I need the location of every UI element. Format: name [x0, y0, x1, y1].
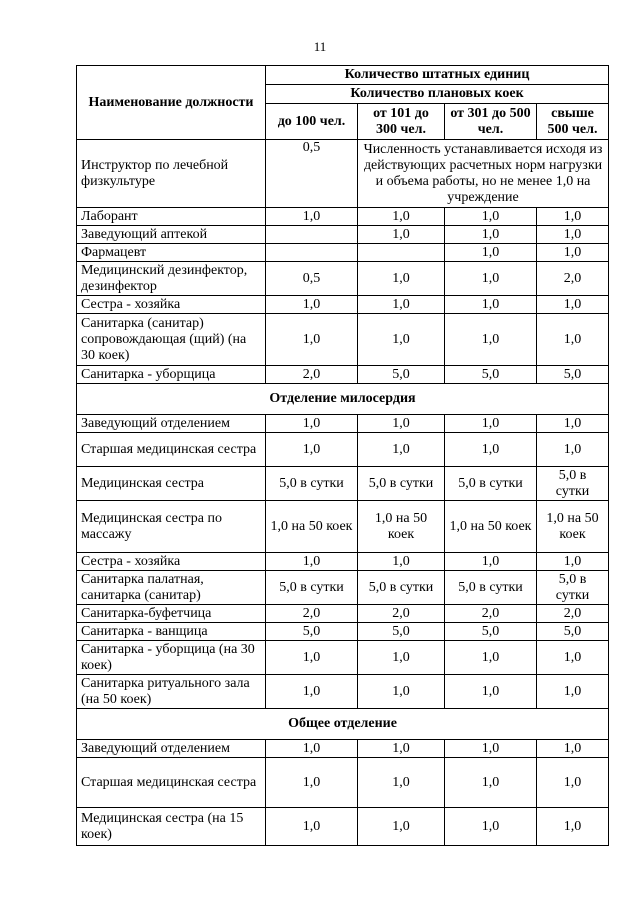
table-row	[77, 675, 609, 709]
table-row	[77, 415, 609, 433]
cell-value: 1,0	[537, 296, 609, 314]
cell-value: 1,0	[445, 244, 537, 262]
cell-value: 1,0	[445, 675, 537, 709]
cell-value: 1,0	[358, 226, 445, 244]
position-name: Заведующий отделением	[77, 740, 266, 758]
position-name: Санитарка - ванщица	[77, 623, 266, 641]
cell-value: 1,0	[358, 758, 445, 808]
cell-value: 1,0	[358, 641, 445, 675]
cell-value: 5,0 в сутки	[266, 571, 358, 605]
cell-value: 1,0	[537, 208, 609, 226]
cell-value: 1,0	[537, 314, 609, 366]
header-group-top: Количество штатных единиц	[266, 66, 609, 85]
cell-value: 1,0	[266, 808, 358, 846]
cell-value: 1,0	[537, 808, 609, 846]
cell-value: 1,0	[445, 262, 537, 296]
cell-value: 1,0	[445, 314, 537, 366]
cell-value: 1,0	[266, 740, 358, 758]
cell-value: 1,0	[537, 740, 609, 758]
position-name: Медицинский дезинфектор, дезинфектор	[77, 262, 266, 296]
table-row	[77, 208, 609, 226]
cell-value: 1,0	[537, 226, 609, 244]
cell-value: 1,0	[445, 740, 537, 758]
cell-value: 1,0	[266, 415, 358, 433]
position-name: Сестра - хозяйка	[77, 296, 266, 314]
cell-value: 1,0	[358, 808, 445, 846]
cell-value: 0,5	[266, 140, 358, 208]
table-row	[77, 501, 609, 553]
header-group-sub: Количество плановых коек	[266, 85, 609, 104]
cell-value: 1,0	[445, 641, 537, 675]
cell-value: 1,0	[266, 208, 358, 226]
cell-value: 1,0	[358, 675, 445, 709]
cell-value: 1,0	[266, 675, 358, 709]
cell-value: 2,0	[358, 605, 445, 623]
cell-value: 1,0	[445, 553, 537, 571]
table-row	[77, 808, 609, 846]
table-row	[77, 758, 609, 808]
position-name: Медицинская сестра по массажу	[77, 501, 266, 553]
cell-value: 1,0	[358, 296, 445, 314]
cell-value: 1,0	[358, 262, 445, 296]
cell-value: 5,0	[266, 623, 358, 641]
page-number: 11	[313, 39, 327, 54]
table-row	[77, 605, 609, 623]
cell-value: 5,0 в сутки	[537, 571, 609, 605]
table-row	[77, 571, 609, 605]
cell-value: 5,0 в сутки	[445, 467, 537, 501]
section-body-1	[77, 415, 609, 709]
header-col: до 100 чел.	[266, 104, 358, 140]
section-header	[77, 709, 609, 740]
cell-value: 1,0	[537, 641, 609, 675]
cell-value: 1,0 на 50 коек	[537, 501, 609, 553]
cell-value: 1,0 на 50 коек	[266, 501, 358, 553]
cell-value: 1,0	[537, 433, 609, 467]
cell-value: 5,0 в сутки	[266, 467, 358, 501]
cell-value: 1,0	[358, 415, 445, 433]
cell-value	[358, 244, 445, 262]
cell-value: 5,0	[445, 366, 537, 384]
table-row	[77, 467, 609, 501]
cell-value: 1,0 на 50 коек	[445, 501, 537, 553]
cell-value: 2,0	[445, 605, 537, 623]
cell-value: 1,0	[266, 553, 358, 571]
cell-value: 1,0	[266, 758, 358, 808]
header-col: от 101 до 300 чел.	[358, 104, 445, 140]
cell-value	[266, 226, 358, 244]
table-row	[77, 262, 609, 296]
cell-value: 1,0	[445, 433, 537, 467]
cell-value: 1,0	[445, 758, 537, 808]
staff-table	[76, 65, 609, 846]
position-name: Заведующий отделением	[77, 415, 266, 433]
position-name: Санитарка - уборщица (на 30 коек)	[77, 641, 266, 675]
cell-value	[266, 244, 358, 262]
position-name: Фармацевт	[77, 244, 266, 262]
position-name: Санитарка - уборщица	[77, 366, 266, 384]
cell-value: 2,0	[537, 262, 609, 296]
cell-value: 1,0	[358, 740, 445, 758]
cell-value: 1,0	[445, 208, 537, 226]
cell-value: 1,0	[445, 808, 537, 846]
position-name: Санитарка-буфетчица	[77, 605, 266, 623]
cell-value: 0,5	[266, 262, 358, 296]
position-name: Старшая медицинская сестра	[77, 758, 266, 808]
cell-value: 1,0	[537, 415, 609, 433]
cell-value: 1,0	[445, 226, 537, 244]
cell-value: 5,0	[537, 623, 609, 641]
table-row	[77, 140, 609, 208]
header-col: свыше 500 чел.	[537, 104, 609, 140]
position-name: Санитарка палатная, санитарка (санитар)	[77, 571, 266, 605]
cell-value: 2,0	[266, 366, 358, 384]
table-row	[77, 433, 609, 467]
cell-value: 5,0	[445, 623, 537, 641]
position-name: Инструктор по лечебной физкультуре	[77, 140, 266, 208]
table-row	[77, 641, 609, 675]
section-title: Общее отделение	[77, 709, 609, 740]
section-body-2	[77, 740, 609, 846]
cell-value: 1,0	[358, 433, 445, 467]
cell-value: 1,0	[445, 415, 537, 433]
section-title: Отделение милосердия	[77, 384, 609, 415]
position-name: Старшая медицинская сестра	[77, 433, 266, 467]
cell-value: 1,0	[266, 641, 358, 675]
table-row	[77, 623, 609, 641]
cell-value: 1,0	[358, 208, 445, 226]
cell-value: 2,0	[537, 605, 609, 623]
position-name: Заведующий аптекой	[77, 226, 266, 244]
table-row	[77, 553, 609, 571]
cell-value: 5,0 в сутки	[358, 467, 445, 501]
table-row	[77, 244, 609, 262]
cell-value: 1,0	[266, 296, 358, 314]
position-name: Медицинская сестра (на 15 коек)	[77, 808, 266, 846]
position-name: Медицинская сестра	[77, 467, 266, 501]
table-row	[77, 314, 609, 366]
table-row	[77, 366, 609, 384]
cell-value: 1,0	[358, 314, 445, 366]
header-name-col: Наименование должности	[77, 66, 266, 140]
cell-value: 1,0	[358, 553, 445, 571]
position-name: Санитарка (санитар) сопровождающая (щий) (на 30 коек)	[77, 314, 266, 366]
cell-value: 5,0	[358, 366, 445, 384]
cell-value: 5,0 в сутки	[358, 571, 445, 605]
cell-value: 1,0	[266, 433, 358, 467]
table-row	[77, 296, 609, 314]
position-name: Санитарка ритуального зала (на 50 коек)	[77, 675, 266, 709]
cell-value: 1,0	[537, 758, 609, 808]
section-header	[77, 384, 609, 415]
cell-value: 2,0	[266, 605, 358, 623]
cell-value: 1,0	[537, 244, 609, 262]
cell-value: 5,0	[358, 623, 445, 641]
cell-value: 1,0	[445, 296, 537, 314]
table-row	[77, 226, 609, 244]
cell-value: 5,0 в сутки	[445, 571, 537, 605]
table-row	[77, 740, 609, 758]
cell-value: 1,0	[537, 675, 609, 709]
header-col: от 301 до 500 чел.	[445, 104, 537, 140]
cell-value: 1,0	[266, 314, 358, 366]
position-name: Сестра - хозяйка	[77, 553, 266, 571]
staffing-note: Численность устанавливается исходя из действующих расчетных норм нагрузки и объема работы, но не менее 1,0 на учреждение	[358, 140, 609, 208]
cell-value: 1,0 на 50 коек	[358, 501, 445, 553]
cell-value: 5,0 в сутки	[537, 467, 609, 501]
position-name: Лаборант	[77, 208, 266, 226]
cell-value: 1,0	[537, 553, 609, 571]
cell-value: 5,0	[537, 366, 609, 384]
